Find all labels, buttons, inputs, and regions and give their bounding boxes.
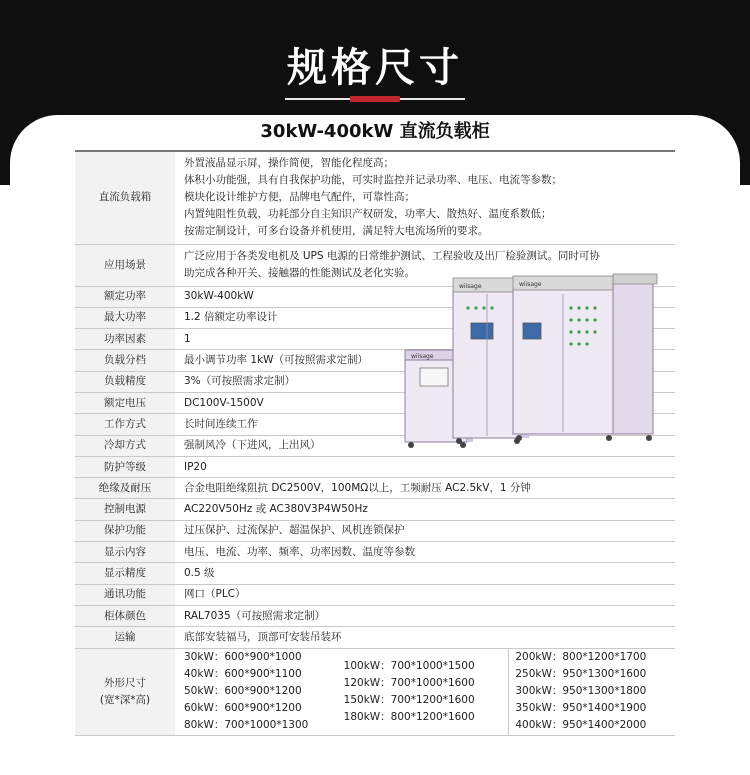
spec-label: 冷却方式 [75,435,176,456]
spec-row [75,456,675,477]
spec-label: 工作方式 [75,414,176,435]
brand-logo-small: wiisage [411,353,434,360]
spec-value [176,648,676,735]
spec-value-line: 模块化设计维护方便，品牌电气配件，可靠性高； [184,191,415,204]
spec-row [75,499,675,520]
dimensions-label-line: (宽*深*高) [99,693,151,706]
spec-value-line: 强制风冷（下进风，上出风） [184,439,321,452]
spec-label: 最大功率 [75,307,176,328]
spec-value-line: 外置液晶显示屏，操作简便，智能化程度高； [184,157,394,170]
dimension-entry: 400kW：950*1400*2000 [515,719,647,732]
spec-value-line: 助完成各种开关、接触器的性能测试及老化实验。 [184,267,415,279]
spec-value-line: AC220V50Hz 或 AC380V3P4W50Hz [184,503,368,516]
dimension-entry: 300kW：950*1300*1800 [515,685,647,698]
spec-value-line: 1 [184,332,191,345]
spec-value-line: 网口（PLC） [184,588,246,601]
spec-label: 直流负载箱 [75,151,176,244]
spec-value-line: 30kW-400kW [184,290,254,303]
spec-label: 运输 [75,627,176,648]
spec-value [176,456,676,477]
dimension-entry: 180kW：800*1200*1600 [343,710,475,723]
spec-value [176,520,676,541]
dimension-entry: 60kW：600*900*1200 [184,702,302,715]
dimensions-label-line: 外形尺寸 [104,676,146,689]
dimensions-column [344,658,509,726]
spec-row [75,627,675,648]
spec-row [75,520,675,541]
spec-value-line: 过压保护、过流保护、超温保护、风机连锁保护 [184,524,405,537]
spec-value [176,478,676,499]
spec-value [176,584,676,605]
spec-row-dimensions [75,648,675,735]
dimensions-column [184,649,344,734]
dimension-entry: 30kW：600*900*1000 [184,651,302,664]
spec-value [176,627,676,648]
spec-value-line: 电压、电流、功率、频率、功率因数、温度等参数 [184,545,415,558]
spec-label: 负载精度 [75,371,176,392]
spec-value [176,563,676,584]
product-image [383,268,673,453]
spec-label: 额定功率 [75,286,176,307]
spec-label: 通讯功能 [75,584,176,605]
spec-label: 应用场景 [75,244,176,286]
spec-value-line: 体积小功能强，具有自我保护功能，可实时监控并记录功率、电压、电流等参数； [184,174,562,187]
spec-value-line: 长时间连续工作 [184,417,258,430]
title-accent-bar [350,96,400,102]
brand-logo-medium: wiisage [459,283,482,290]
spec-value [176,151,676,244]
spec-value-line: 最小调节功率 1kW（可按照需求定制） [184,354,368,367]
spec-value-line: 广泛应用于各类发电机及 UPS 电源的日常维护测试、工程验收及出厂检验测试。同时可协 [184,250,600,262]
dimension-entry: 50kW：600*900*1200 [184,685,302,698]
dimension-entry: 350kW：950*1400*1900 [515,702,647,715]
dimension-entry: 150kW：700*1200*1600 [343,693,475,706]
spec-value [176,542,676,563]
spec-label: 负载分档 [75,350,176,371]
spec-value [176,605,676,626]
spec-row [75,584,675,605]
spec-value-line: RAL7035（可按照需求定制） [184,609,326,622]
spec-label [75,648,176,735]
spec-value-line: 3%（可按照需求定制） [184,375,296,388]
spec-value-line: 内置纯阻性负载，功耗部分自主知识产权研发，功率大、散热好、温度系数低； [184,208,552,221]
spec-label: 防护等级 [75,456,176,477]
dimension-entry: 100kW：700*1000*1500 [343,659,475,672]
dimension-entry: 40kW：600*900*1100 [184,668,302,681]
spec-row [75,478,675,499]
dimension-entry: 120kW：700*1000*1600 [343,676,475,689]
spec-row [75,151,675,244]
brand-logo-large: wiisage [519,281,542,288]
dimension-entry: 80kW：700*1000*1300 [184,719,309,732]
spec-row [75,605,675,626]
spec-value-line: 底部安装福马，顶部可安装吊装环 [184,630,342,643]
product-title: 30kW-400kW 直流负载柜 [260,121,490,142]
spec-label: 控制电源 [75,499,176,520]
dimensions-column [508,649,675,735]
spec-label: 柜体颜色 [75,605,176,626]
spec-value-line: 按需定制设计，可多台设备并机使用，满足特大电流场所的要求。 [184,225,489,238]
spec-label: 额定电压 [75,392,176,413]
spec-label: 保护功能 [75,520,176,541]
spec-row [75,563,675,584]
dimension-entry: 200kW：800*1200*1700 [515,651,647,664]
spec-value-line: DC100V-1500V [184,396,264,409]
spec-value-line: 1.2 倍额定功率设计 [184,311,278,324]
page-title: 规格尺寸 [287,45,463,91]
spec-label: 绝缘及耐压 [75,478,176,499]
spec-value-line: IP20 [184,460,207,473]
spec-value-line: 合金电阻绝缘阻抗 DC2500V，100MΩ以上，工频耐压 AC2.5kV，1 分钟 [184,481,531,494]
spec-label: 显示精度 [75,563,176,584]
spec-row [75,542,675,563]
dimension-entry: 250kW：950*1300*1600 [515,668,647,681]
spec-label: 功率因素 [75,329,176,350]
spec-label: 显示内容 [75,542,176,563]
large-cabinet [513,274,657,441]
spec-value [176,499,676,520]
spec-value-line: 0.5 级 [184,567,215,579]
